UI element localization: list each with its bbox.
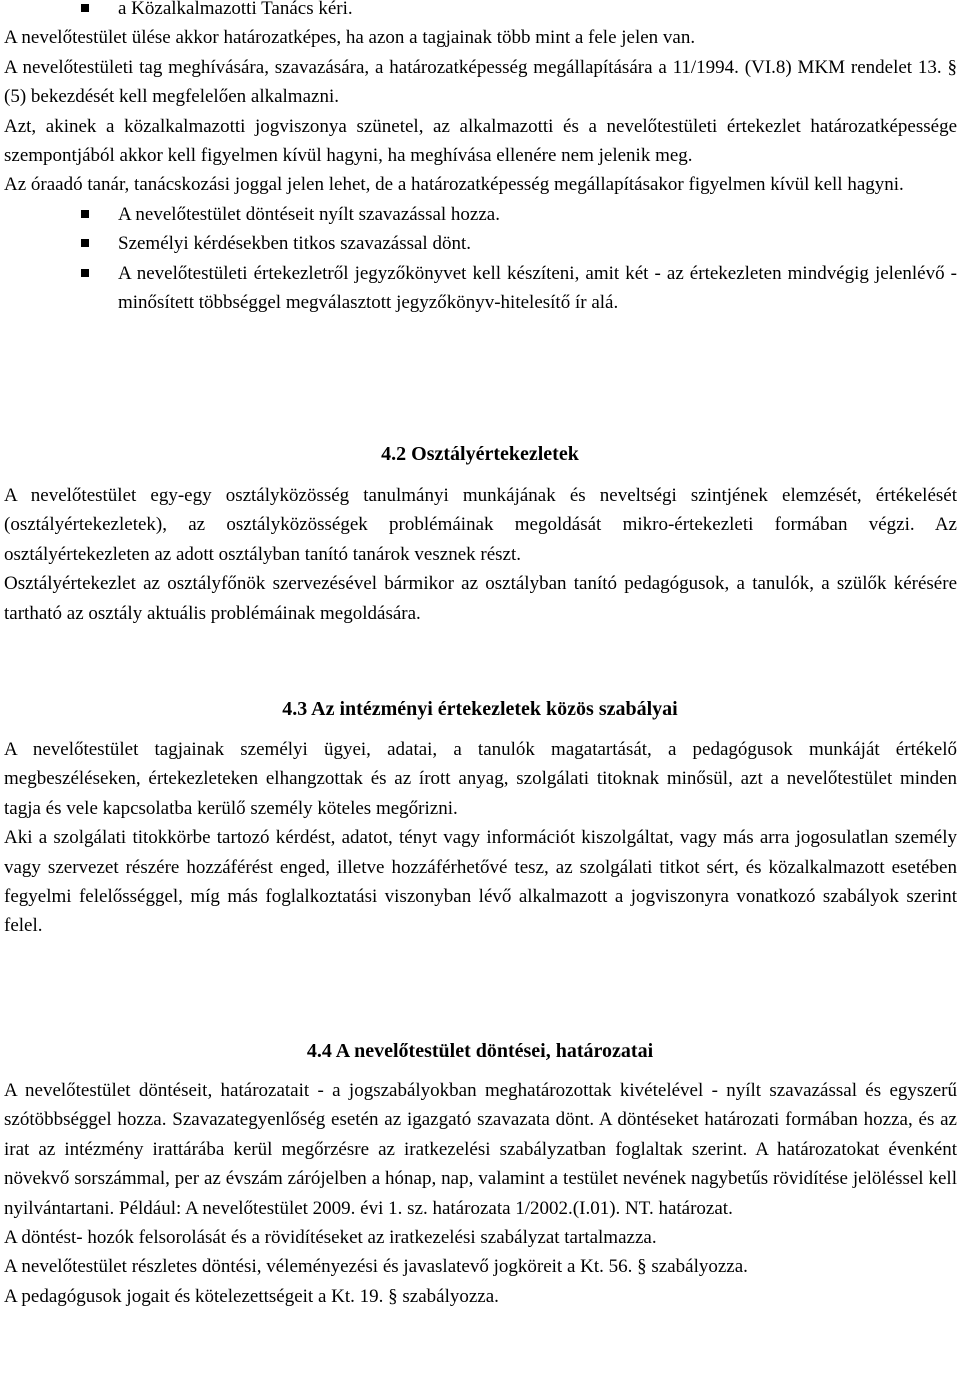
section-body	[4, 1076, 957, 1311]
paragraph: A pedagógusok jogait és kötelezettségeit a Kt. 19. § szabályozza.	[4, 1285, 499, 1307]
bullet-item: a Közalkalmazotti Tanács kéri.	[4, 0, 957, 23]
intro-block	[4, 0, 957, 317]
square-bullet-icon	[81, 239, 89, 247]
bullet-item: A nevelőtestület döntéseit nyílt szavazással hozza.	[4, 200, 957, 229]
paragraph: A nevelőtestület tagjainak személyi ügyei, adatai, a tanulók magatartását, a pedagógusok munkáját értékelő megbeszéléseken, értekezleteken elhangzottak és az írott anyag, szolgálati titoknak minősül, azt a nevelőtestület minden tagja és vele kapcsolatba kerülő személy köteles megőrizni.	[4, 739, 957, 819]
section-heading: 4.3 Az intézményi értekezletek közös szabályai	[282, 698, 678, 720]
paragraph: Az óraadó tanár, tanácskozási joggal jelen lehet, de a határozatképesség megállapításakor figyelmen kívül kell hagyni.	[4, 174, 904, 196]
square-bullet-icon	[81, 210, 89, 218]
bullet-item: Személyi kérdésekben titkos szavazással dönt.	[4, 229, 957, 258]
section-heading: 4.2 Osztályértekezletek	[381, 443, 579, 465]
paragraph: A nevelőtestület döntéseit, határozatait - a jogszabályokban meghatározottak kivételével - nyílt szavazással és egyszerű szótöbbséggel hozza. Szavazategyenlőség esetén az igazgató szavazata dönt. A döntéseket határozati formában hozza, és az irat az intézmény irattárába kerül megőrzésre az iratkezelési szabályzatban foglaltak szerint. A határozatokat évenként növekvő sorszámmal, per az évszám zárójelben a hónap, nap, valamint a testület nevének nagybetűs rövidítése jelöléssel kell nyilvántartani. Például: A nevelőtestület 2009. évi 1. sz. határozata 1/2002.(I.01). NT. határozat.	[4, 1080, 957, 1219]
bullet-item: A nevelőtestületi értekezletről jegyzőkönyvet kell készíteni, amit két - az értekezleten mindvégig jelenlévő - minősített többséggel megválasztott jegyzőkönyv-hitelesítő ír alá.	[4, 259, 957, 318]
section-body	[4, 735, 957, 941]
square-bullet-icon	[81, 4, 89, 12]
paragraph: A nevelőtestület ülése akkor határozatképes, ha azon a tagjainak több mint a fele jelen van.	[4, 27, 696, 49]
paragraph: A nevelőtestület részletes döntési, véleményezési és javaslatevő jogköreit a Kt. 56. § szabályozza.	[4, 1256, 748, 1278]
section-body	[4, 481, 957, 628]
section-heading: 4.4 A nevelőtestület döntései, határozatai	[306, 1040, 654, 1062]
paragraph: Azt, akinek a közalkalmazotti jogviszonya szünetel, az alkalmazotti és a nevelőtestületi értekezlet határozatképessége szempontjából akkor kell figyelmen kívül hagyni, ha meghívása ellenére nem jelenik meg.	[4, 115, 957, 167]
paragraph: A nevelőtestület egy-egy osztályközösség tanulmányi munkájának és neveltségi szintjének elemzését, értékelését (osztályértekezletek), az osztályközösségek problémáinak megoldását mikro-értekezleti formában végzi. Az osztályértekezleten az adott osztályban tanító tanárok vesznek részt.	[4, 485, 957, 565]
paragraph: A döntést- hozók felsorolását és a rövidítéseket az iratkezelési szabályzat tartalmazza.	[4, 1227, 657, 1249]
paragraph: Osztályértekezlet az osztályfőnök szervezésével bármikor az osztályban tanító pedagógusok, a tanulók, a szülők kérésére tartható az osztály aktuális problémáinak megoldására.	[4, 573, 957, 624]
paragraph: Aki a szolgálati titokkörbe tartozó kérdést, adatot, tényt vagy információt kiszolgáltat, vagy más arra jogosulatlan személy vagy szervezet részére hozzáférést enged, illetve hozzáférhetővé tesz, az szolgálati titkot sért, és közalkalmazott esetében fegyelmi felelősséggel, míg más foglalkoztatási viszonyban lévő alkalmazott a jogviszonyra vonatkozó szabályok szerint felel.	[4, 827, 957, 937]
square-bullet-icon	[81, 269, 89, 277]
paragraph: A nevelőtestületi tag meghívására, szavazására, a határozatképesség megállapítására a 11/1994. (VI.8) MKM rendelet 13. § (5) bekezdését kell megfelelően alkalmazni.	[4, 56, 957, 108]
